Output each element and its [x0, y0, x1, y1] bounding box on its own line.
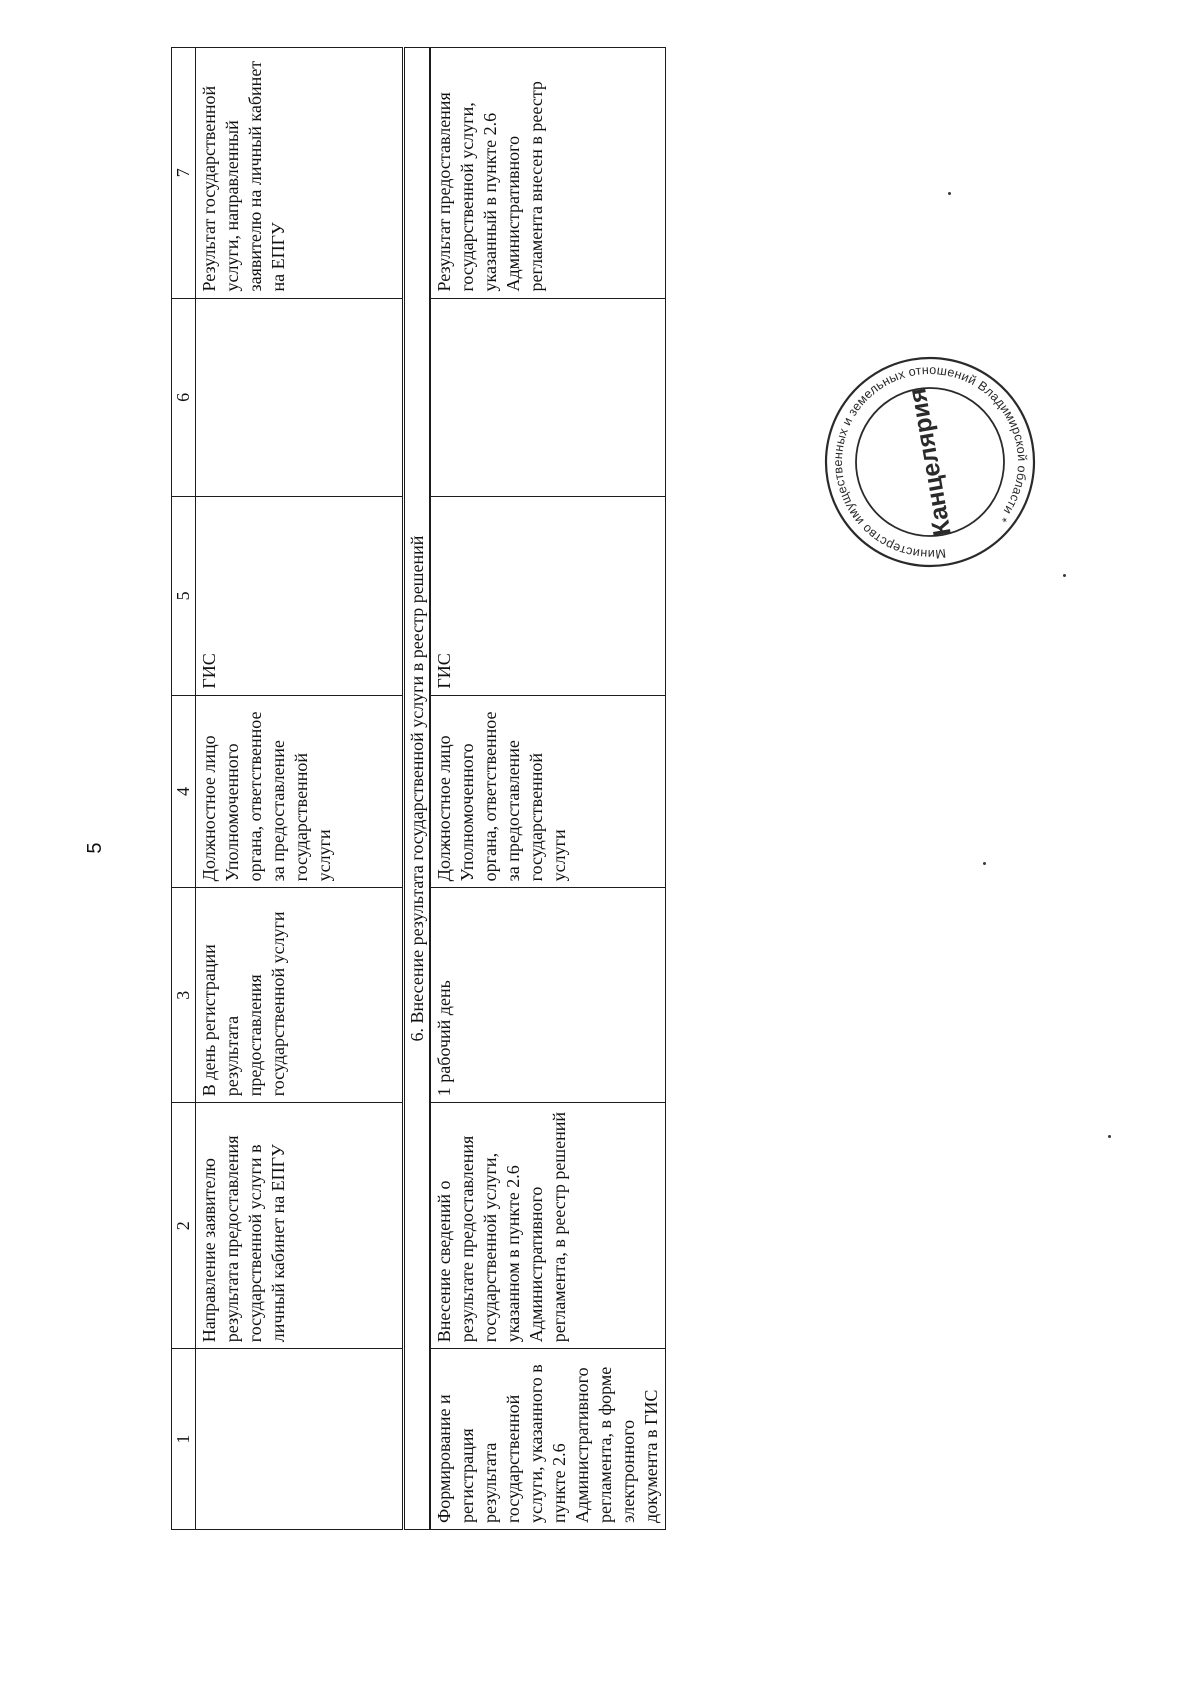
procedure-table-rotated [171, 47, 662, 1530]
stamp-ring-text: Министерство имущественных и земельных отношений Владимирской области * [830, 362, 1030, 562]
table-cell: ГИС [430, 497, 666, 696]
column-number: 1 [172, 1349, 196, 1530]
table-cell: ГИС [196, 497, 404, 696]
table-cell [196, 298, 404, 497]
column-number: 6 [172, 298, 196, 497]
table-cell [430, 298, 666, 497]
table-cell: Внесение сведений о результате предоставления государственной услуги, указанном в пункте 2.6 Административного регламента, в реестр решений [430, 1103, 666, 1349]
scan-speck [1108, 1135, 1111, 1138]
scan-speck [983, 862, 986, 865]
section-row [404, 48, 431, 1530]
scan-speck [1063, 574, 1066, 577]
stamp-center-text: Канцелярия [903, 385, 957, 539]
office-stamp [820, 352, 1040, 572]
table-cell: Результат государственной услуги, направленный заявителю на личный кабинет на ЕПГУ [196, 48, 404, 299]
column-number: 2 [172, 1103, 196, 1349]
scan-speck [948, 192, 951, 195]
table-cell: Результат предоставления государственной услуги, указанный в пункте 2.6 Административного регламента внесен в реестр [430, 48, 666, 299]
column-number: 5 [172, 497, 196, 696]
column-number-row [172, 48, 196, 1530]
table-cell: В день регистрации результата предоставления государственной услуги [196, 888, 404, 1103]
section-title: 6. Внесение результата государственной услуги в реестр решений [404, 48, 431, 1530]
table-row [430, 48, 666, 1530]
table-row [196, 48, 404, 1530]
table-cell: Должностное лицо Уполномоченного органа, ответственное за предоставление государственной услуги [196, 695, 404, 888]
column-number: 7 [172, 48, 196, 299]
page-number: 5 [84, 842, 106, 854]
table-cell: 1 рабочий день [430, 888, 666, 1103]
table-cell [196, 1349, 404, 1530]
table-cell: Должностное лицо Уполномоченного органа, ответственное за предоставление государственной услуги [430, 695, 666, 888]
procedure-table [171, 47, 666, 1530]
column-number: 4 [172, 695, 196, 888]
table-cell: Формирование и регистрация результата государственной услуги, указанного в пункте 2.6 Административного регламента, в форме электронного документа в ГИС [430, 1349, 666, 1530]
column-number: 3 [172, 888, 196, 1103]
table-cell: Направление заявителю результата предоставления государственной услуги в личный кабинет на ЕПГУ [196, 1103, 404, 1349]
